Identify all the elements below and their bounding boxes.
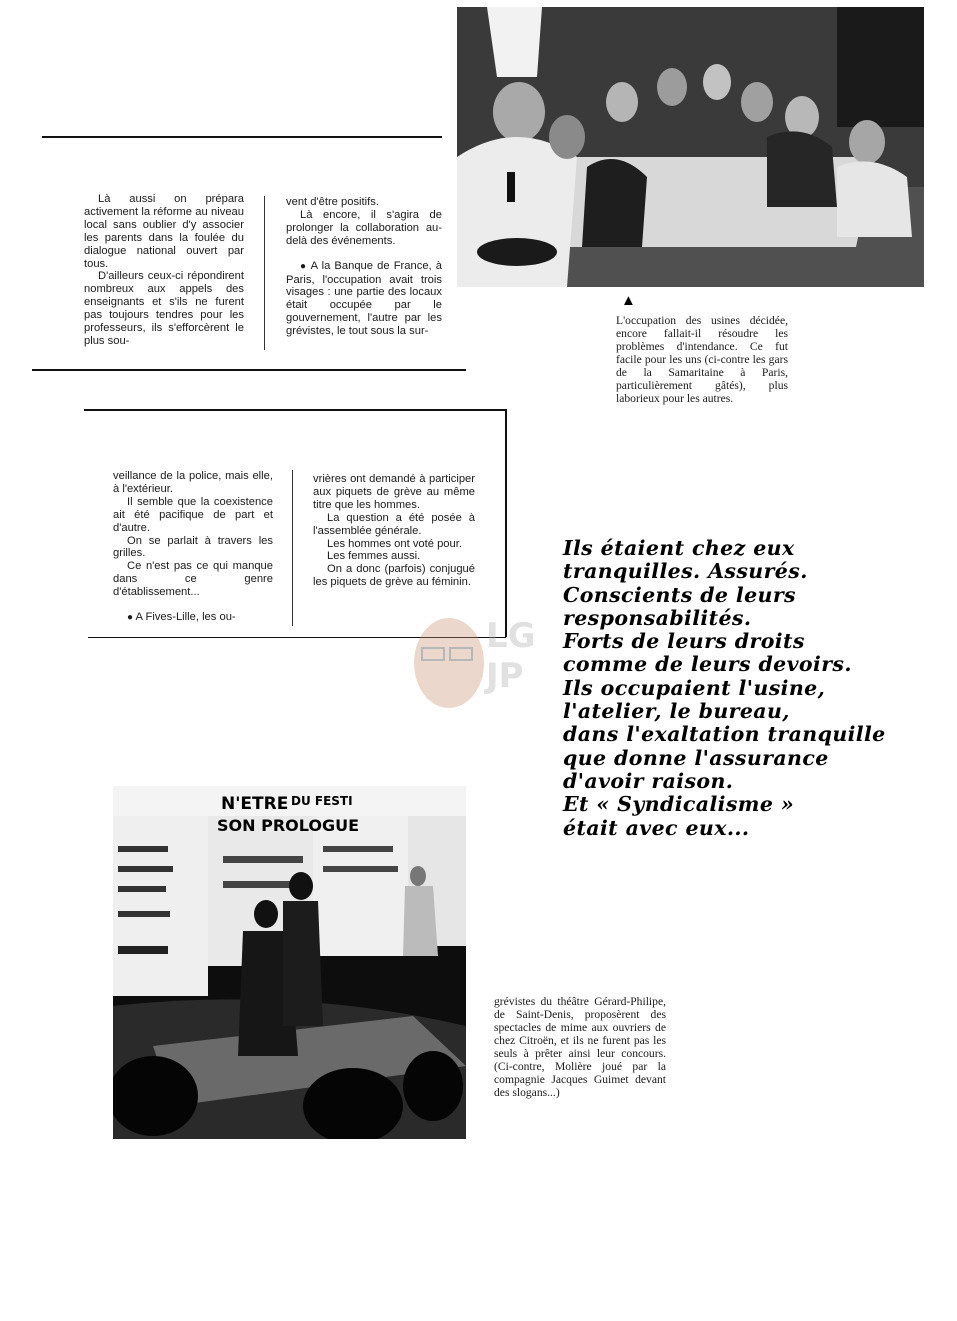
top-rule bbox=[42, 136, 442, 138]
photo-samaritaine-drawing bbox=[457, 7, 924, 287]
pull-quote-line: était avec eux... bbox=[563, 815, 750, 840]
paragraph: Il semble que la coexistence ait été pacifique de part et d'autre. bbox=[113, 495, 273, 534]
pull-quote-line: l'atelier, le bureau, bbox=[563, 699, 790, 724]
article-block1-col1 bbox=[84, 193, 244, 348]
photo-banner-left: N'ETRE bbox=[221, 794, 289, 814]
box-top-rule bbox=[84, 409, 506, 411]
pull-quote-line: Ils étaient chez eux bbox=[563, 536, 795, 560]
paragraph: On se parlait à travers les grilles. bbox=[113, 534, 273, 560]
bullet-icon: ● bbox=[127, 612, 134, 624]
paragraph: Là encore, il s'agira de prolonger la collaboration au-delà des événements. bbox=[286, 208, 442, 247]
paragraph: Ce n'est pas ce qui manque dans ce genre d'établissement... bbox=[113, 560, 273, 599]
photo-theatre-drawing bbox=[113, 786, 466, 1139]
pull-quote-line: Ils occupaient l'usine, bbox=[563, 675, 826, 700]
paragraph: Là aussi on prépara activement la réforme au niveau local sans oublier d'y associer les parents dans la foulée du dialogue national ouvert par tous. bbox=[84, 193, 244, 270]
caption-samaritaine: L'occupation des usines décidée, encore fallait-il résoudre les problèmes d'intendance. Ce fut facile pour les uns (ci-contre les gars de la Samaritaine à Paris, particulièrement gâtés), plus laborieux pour les autres. bbox=[616, 314, 788, 405]
column-divider bbox=[264, 196, 265, 350]
pull-quote-line: tranquilles. Assurés. bbox=[563, 559, 808, 584]
paragraph: Les hommes ont voté pour. bbox=[327, 537, 462, 550]
caption-theatre: grévistes du théâtre Gérard-Philipe, de Saint-Denis, proposèrent des spectacles de mime aux ouvriers de chez Citroën, et ils ne furent pas les seuls à prêter ainsi leur concours. (Ci-contre, Molière joué par la compagnie Jacques Guimet devant des slogans...) bbox=[494, 995, 666, 1099]
article-block1-col2 bbox=[286, 196, 442, 338]
photo-banner-right: DU FESTI bbox=[291, 794, 353, 808]
paragraph: vrières ont demandé à participer aux piquets de grève au même titre que les hommes. bbox=[313, 473, 475, 511]
photo-samaritaine-canteen bbox=[457, 7, 924, 287]
pull-quote-line: Conscients de leurs bbox=[563, 582, 796, 607]
photo-banner-line2: SON PROLOGUE bbox=[217, 816, 360, 835]
paragraph-bulleted bbox=[286, 260, 442, 338]
pull-quote-line: Forts de leurs droits bbox=[563, 629, 805, 654]
watermark-logo bbox=[404, 608, 554, 713]
box-right-rule bbox=[505, 409, 507, 637]
paragraph: vent d'être positifs. bbox=[286, 196, 379, 208]
pull-quote-line: Et « Syndicalisme » bbox=[563, 792, 795, 817]
paragraph: On a donc (parfois) conjugué les piquets de grève au féminin. bbox=[313, 563, 475, 589]
watermark-letters: LG JP bbox=[486, 616, 536, 696]
pull-quote-line: d'avoir raison. bbox=[563, 768, 734, 793]
pull-quote-line: dans l'exaltation tranquille bbox=[563, 722, 886, 747]
paragraph-text: A Fives-Lille, les ou- bbox=[135, 611, 236, 624]
pull-quote-line: que donne l'assurance bbox=[563, 745, 829, 770]
mid-rule bbox=[32, 369, 466, 371]
paragraph-text: A la Banque de France, à Paris, l'occupation avait trois visages : une partie des locaux était occupée par le gouvernement, l'autre par les grévistes, le tout sous la sur- bbox=[286, 259, 443, 338]
paragraph: veillance de la police, mais elle, à l'extérieur. bbox=[113, 470, 273, 495]
pull-quote-line: comme de leurs devoirs. bbox=[563, 652, 852, 677]
paragraph: La question a été posée à l'assemblée générale. bbox=[313, 511, 475, 537]
paragraph: D'ailleurs ceux-ci répondirent nombreux aux appels des enseignants et s'ils ne furent pas toujours tendres pour les professeurs, ils s'efforcèrent le plus sou- bbox=[84, 270, 244, 347]
photo-theatre-mime bbox=[113, 786, 466, 1139]
paragraph-bulleted bbox=[113, 611, 273, 625]
article-block2-col2 bbox=[313, 473, 475, 589]
bullet-icon: ● bbox=[300, 260, 308, 272]
paragraph: Les femmes aussi. bbox=[327, 550, 421, 563]
pull-quote-line: responsabilités. bbox=[563, 605, 752, 630]
column-divider bbox=[292, 470, 293, 626]
pull-quote bbox=[563, 537, 943, 840]
caption1-marker: ▲ bbox=[621, 292, 636, 309]
article-block2-col1 bbox=[113, 470, 273, 625]
